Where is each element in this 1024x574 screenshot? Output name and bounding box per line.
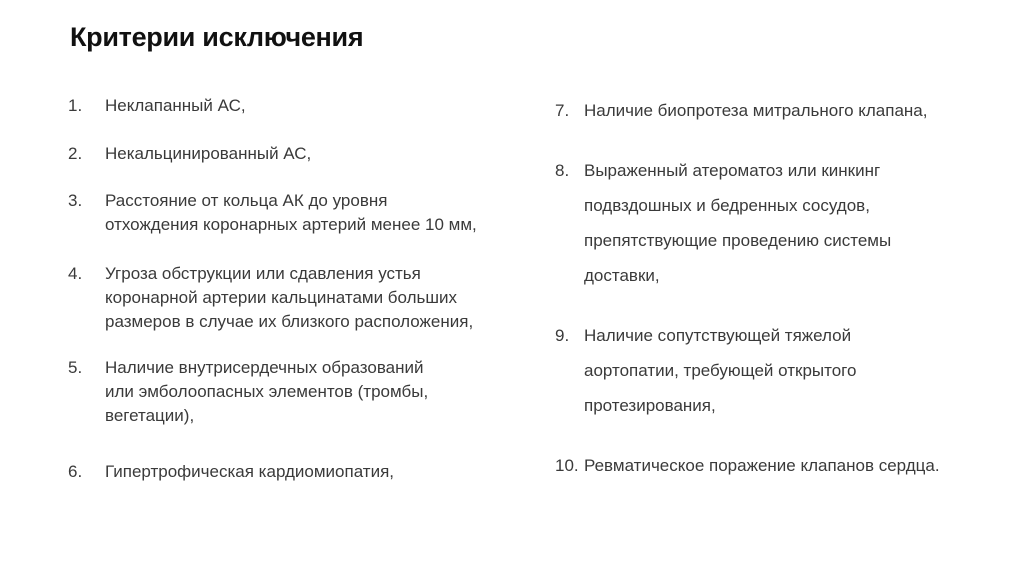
- item-number: 5.: [68, 358, 83, 377]
- item-number: 8.: [555, 161, 570, 180]
- item-line: подвздошных и бедренных сосудов,: [584, 196, 870, 215]
- item-text: [584, 448, 940, 483]
- item-line: Выраженный атероматоз или кинкинг: [584, 161, 881, 180]
- item-line: Ревматическое поражение клапанов сердца.: [584, 456, 940, 475]
- item-line: Расстояние от кольца АК до уровня: [105, 191, 388, 210]
- item-line: коронарной артерии кальцинатами больших: [105, 288, 458, 307]
- item-number: 2.: [68, 144, 83, 163]
- item-text: [105, 142, 311, 166]
- item-line: Угроза обструкции или сдавления устья: [105, 264, 421, 283]
- item-line: аортопатии, требующей открытого: [584, 361, 857, 380]
- item-text: [584, 318, 856, 423]
- item-line: вегетации),: [105, 406, 195, 425]
- item-number: 10.: [555, 456, 579, 475]
- item-text: [105, 262, 473, 334]
- item-text: [105, 356, 428, 428]
- item-line: Наличие внутрисердечных образований: [105, 358, 424, 377]
- slide-title: Критерии исключения: [70, 22, 364, 52]
- item-number: 7.: [555, 101, 570, 120]
- item-line: Неклапанный АС,: [105, 96, 246, 115]
- item-line: или эмболоопасных элементов (тромбы,: [105, 382, 429, 401]
- item-line: Наличие сопутствующей тяжелой: [584, 326, 852, 345]
- item-text: [105, 460, 394, 484]
- item-text: [584, 93, 928, 128]
- item-line: доставки,: [584, 266, 660, 285]
- item-line: размеров в случае их близкого расположения,: [105, 312, 474, 331]
- item-text: [105, 189, 477, 237]
- item-number: 3.: [68, 191, 83, 210]
- item-number: 9.: [555, 326, 570, 345]
- item-number: 4.: [68, 264, 83, 283]
- item-line: препятствующие проведению системы: [584, 231, 892, 250]
- item-text: [105, 94, 246, 118]
- item-line: Гипертрофическая кардиомиопатия,: [105, 462, 395, 481]
- item-text: [584, 153, 891, 293]
- item-line: протезирования,: [584, 396, 716, 415]
- item-number: 1.: [68, 96, 83, 115]
- item-line: отхождения коронарных артерий менее 10 мм,: [105, 215, 477, 234]
- item-number: 6.: [68, 462, 83, 481]
- item-line: Наличие биопротеза митрального клапана,: [584, 101, 928, 120]
- item-line: Некальцинированный АС,: [105, 144, 312, 163]
